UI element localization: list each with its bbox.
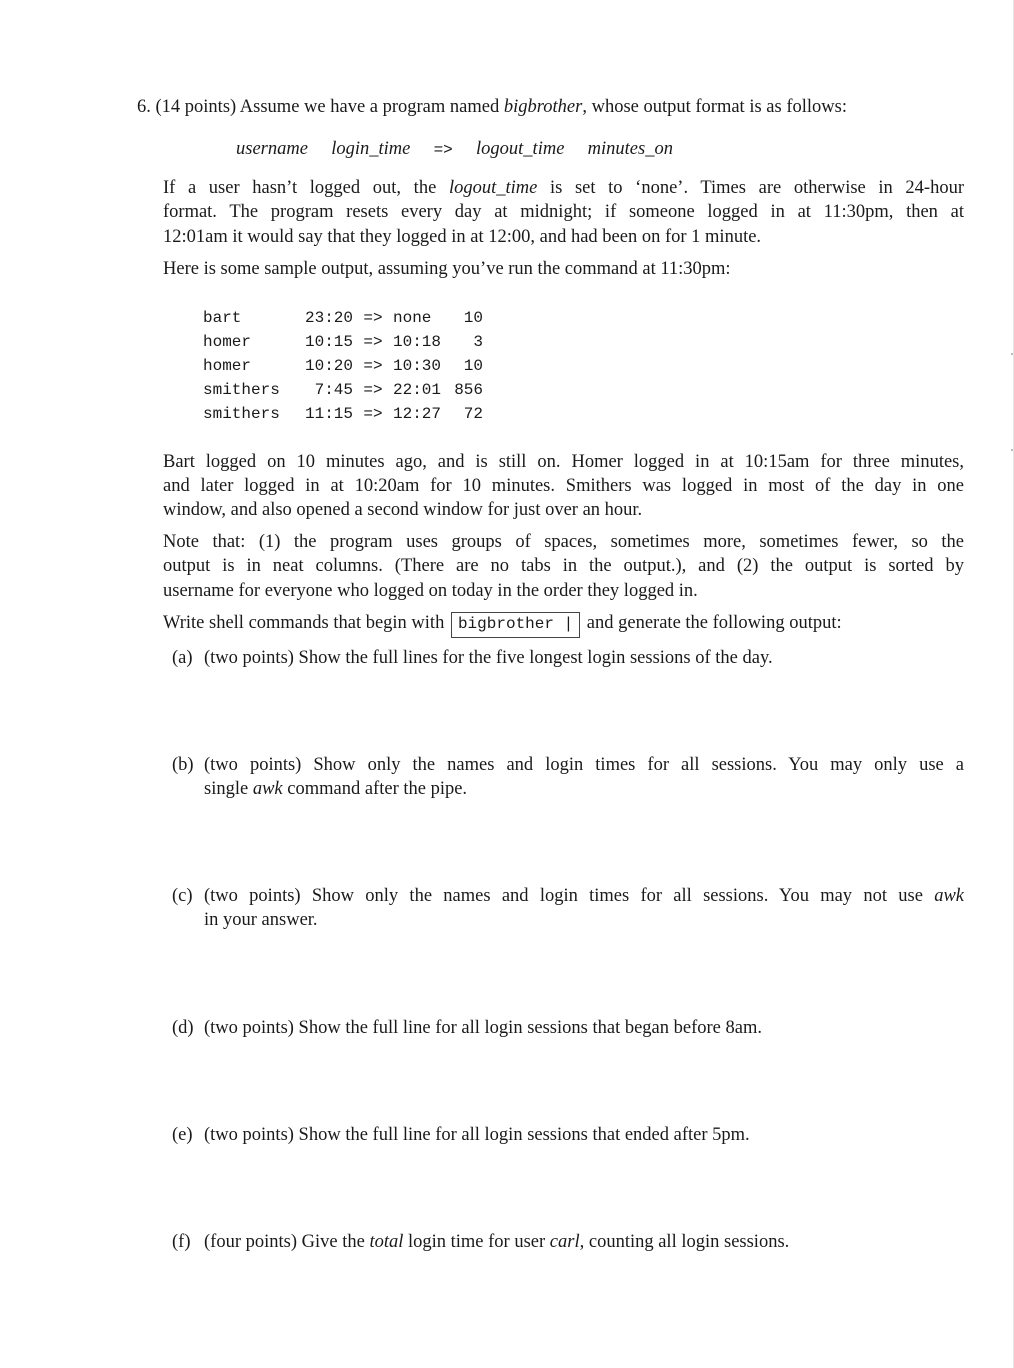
- question-b-line2: [204, 779, 467, 800]
- question-b-awk: awk: [252, 779, 283, 799]
- problem-points: (14 points): [155, 97, 237, 117]
- para3-line2: and later logged in at 10:20am for 10 minutes. Smithers was logged in most of the day in one: [163, 476, 964, 496]
- question-a-label: (a): [172, 648, 193, 668]
- sample-output-row: [203, 330, 483, 354]
- output-logout-time: 10:18: [393, 333, 442, 351]
- question-f-label: (f): [172, 1232, 191, 1252]
- output-username: smithers: [203, 405, 280, 423]
- problem-intro: Assume we have a program named: [239, 97, 500, 117]
- para4-line3: username for everyone who logged on today in the order they logged in.: [163, 581, 698, 601]
- sample-output-row: [203, 378, 483, 402]
- question-e-label: (e): [172, 1125, 193, 1145]
- format-username: username: [236, 139, 308, 159]
- output-logout-time: none: [393, 309, 432, 327]
- question-f: [172, 1232, 789, 1253]
- edge-mark: [1011, 353, 1013, 355]
- output-username: smithers: [203, 381, 280, 399]
- output-minutes: 10: [463, 309, 483, 327]
- para1-logout-time: logout_time: [448, 178, 538, 198]
- output-logout-time: 22:01: [393, 381, 442, 399]
- output-arrow: =>: [363, 381, 383, 399]
- output-arrow: =>: [363, 357, 383, 375]
- output-arrow: =>: [363, 405, 383, 423]
- para5-before: Write shell commands that begin with: [163, 613, 445, 633]
- output-arrow: =>: [363, 309, 383, 327]
- sample-output-row: [203, 354, 483, 378]
- para3-line1: Bart logged on 10 minutes ago, and is still on. Homer logged in at 10:15am for three minutes,: [163, 452, 964, 472]
- edge-mark: [1011, 449, 1013, 451]
- output-login-time: 11:15: [304, 405, 353, 423]
- output-username: homer: [203, 333, 252, 351]
- question-a: [172, 648, 773, 669]
- question-b-line1: (two points) Show only the names and login times for all sessions. You may only use a: [204, 755, 964, 775]
- format-login-time: login_time: [331, 139, 411, 159]
- output-login-time: 7:45: [314, 381, 353, 399]
- format-logout-time: logout_time: [476, 139, 565, 159]
- pipe-code-box: bigbrother |: [451, 612, 580, 638]
- question-d: [172, 1018, 762, 1039]
- question-f-c: counting all login sessions.: [588, 1232, 790, 1252]
- sample-output: [203, 306, 483, 426]
- output-login-time: 10:20: [304, 357, 353, 375]
- para1-line1: [163, 178, 964, 199]
- para4-line1: Note that: (1) the program uses groups of spaces, sometimes more, sometimes fewer, so the: [163, 532, 964, 552]
- problem-header: [137, 97, 847, 118]
- output-username: homer: [203, 357, 252, 375]
- para4-line2: output is in neat columns. (There are no tabs in the output.), and (2) the output is sorted by: [163, 556, 964, 576]
- question-d-label: (d): [172, 1018, 194, 1038]
- para2: Here is some sample output, assuming you’ve run the command at 11:30pm:: [163, 259, 731, 279]
- question-b-label: (b): [172, 755, 194, 775]
- output-minutes: 856: [454, 381, 483, 399]
- question-c-awk: awk: [934, 886, 964, 906]
- question-c-line2: in your answer.: [204, 910, 318, 930]
- question-f-carl: carl,: [549, 1232, 585, 1252]
- question-c-label: (c): [172, 886, 193, 906]
- sample-output-row: [203, 306, 483, 330]
- question-c-line1: [204, 886, 964, 907]
- problem-number: 6.: [137, 97, 151, 117]
- question-f-total: total: [369, 1232, 404, 1252]
- para5-after: and generate the following output:: [586, 613, 842, 633]
- output-minutes: 3: [473, 333, 483, 351]
- question-b-single: single: [204, 779, 249, 799]
- para1-text-a: If a user hasn’t logged out, the: [163, 178, 437, 198]
- sample-output-row: [203, 402, 483, 426]
- question-c-text: (two points) Show only the names and login times for all sessions. You may not use: [204, 886, 923, 906]
- output-minutes: 72: [463, 405, 483, 423]
- para5: [163, 612, 842, 638]
- output-logout-time: 12:27: [393, 405, 442, 423]
- question-e-text: (two points) Show the full line for all login sessions that ended after 5pm.: [204, 1125, 750, 1145]
- question-b-rest: command after the pipe.: [287, 779, 468, 799]
- question-a-text: (two points) Show the full lines for the five longest login sessions of the day.: [204, 648, 773, 668]
- output-logout-time: 10:30: [393, 357, 442, 375]
- question-d-text: (two points) Show the full line for all login sessions that began before 8am.: [204, 1018, 762, 1038]
- format-minutes-on: minutes_on: [587, 139, 673, 159]
- output-username: bart: [203, 309, 242, 327]
- para3-line3: window, and also opened a second window for just over an hour.: [163, 500, 643, 520]
- format-arrow: =>: [433, 141, 453, 159]
- question-f-a: (four points) Give the: [204, 1232, 365, 1252]
- output-login-time: 23:20: [304, 309, 353, 327]
- question-f-b: login time for user: [407, 1232, 546, 1252]
- output-minutes: 10: [463, 357, 483, 375]
- para1-line2: format. The program resets every day at midnight; if someone logged in at 11:30pm, then at: [163, 202, 964, 222]
- question-e: [172, 1125, 750, 1146]
- output-login-time: 10:15: [304, 333, 353, 351]
- para1-line3: 12:01am it would say that they logged in at 12:00, and had been on for 1 minute.: [163, 227, 762, 247]
- para1-text-b: is set to ‘none’. Times are otherwise in 24-hour: [549, 178, 964, 198]
- output-format: [236, 139, 673, 160]
- output-arrow: =>: [363, 333, 383, 351]
- problem-intro-end: , whose output format is as follows:: [582, 97, 847, 117]
- program-name: bigbrother: [503, 97, 583, 117]
